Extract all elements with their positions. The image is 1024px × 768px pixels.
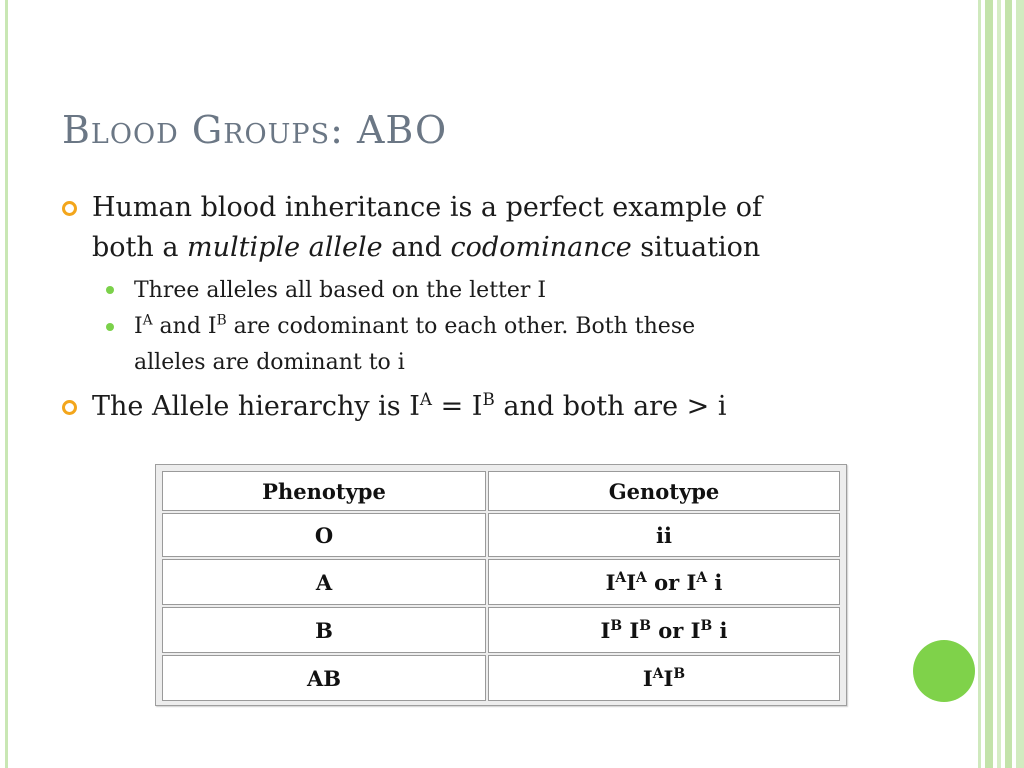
accent-circle — [913, 640, 975, 702]
blood-group-table — [155, 464, 847, 706]
decor-bar — [1005, 0, 1012, 768]
sub-bullet-text: Three alleles all based on the letter I — [134, 278, 547, 303]
bullet-text: = I — [432, 391, 483, 422]
table-row — [162, 655, 840, 701]
cell-phenotype: AB — [162, 655, 486, 701]
table-row — [162, 559, 840, 605]
bullet-text: and both are > i — [494, 391, 727, 422]
bullet-text: both a — [92, 232, 188, 263]
table-row — [162, 607, 840, 653]
bullet-text: The Allele hierarchy is I — [92, 391, 420, 422]
decor-bar — [1016, 0, 1024, 768]
left-border-line — [5, 0, 8, 768]
cell-genotype: $I^AI^A$ or $I^A$ i — [488, 559, 840, 605]
decor-bar — [985, 0, 993, 768]
bullet-allele-hierarchy — [58, 387, 858, 427]
cell-phenotype: A — [162, 559, 486, 605]
header-phenotype: Phenotype — [162, 471, 486, 511]
sub-bullet-text-line2: alleles are dominant to i — [134, 350, 405, 375]
bullet-blood-inheritance — [58, 188, 858, 268]
slide-body — [58, 188, 858, 427]
right-decorative-bars — [978, 0, 1024, 768]
superscript: B — [216, 312, 227, 329]
bullet-text-line1: Human blood inheritance is a perfect example of — [92, 192, 762, 223]
emphasis-codominance: codominance — [450, 232, 632, 263]
emphasis-multiple-allele: multiple allele — [187, 232, 383, 263]
superscript: B — [482, 389, 495, 409]
cell-genotype: $I^B$ $I^B$ or $I^B$ i — [488, 607, 840, 653]
sub-bullet-text: and I — [152, 314, 217, 339]
decor-bar — [997, 0, 1001, 768]
table-grid — [160, 469, 842, 703]
sub-bullet-dot-icon — [106, 286, 114, 294]
cell-genotype: $I^AI^B$ — [488, 655, 840, 701]
slide-title: Blood Groups: ABO — [62, 108, 448, 152]
cell-phenotype: O — [162, 513, 486, 557]
header-genotype: Genotype — [488, 471, 840, 511]
superscript: A — [142, 312, 153, 329]
bullet-text: and — [382, 232, 451, 263]
sub-bullet-three-alleles — [58, 272, 858, 309]
cell-genotype: ii — [488, 513, 840, 557]
table-row — [162, 513, 840, 557]
sub-bullet-dot-icon — [106, 323, 114, 331]
bullet-text: situation — [631, 232, 761, 263]
bullet-ring-icon — [62, 400, 77, 415]
sub-bullet-text: are codominant to each other. Both these — [226, 314, 696, 339]
sub-bullet-codominant — [58, 309, 834, 381]
superscript: A — [419, 389, 432, 409]
bullet-ring-icon — [62, 201, 77, 216]
table-header-row — [162, 471, 840, 511]
sub-bullet-text: I — [134, 314, 143, 339]
decor-bar — [978, 0, 981, 768]
cell-phenotype: B — [162, 607, 486, 653]
